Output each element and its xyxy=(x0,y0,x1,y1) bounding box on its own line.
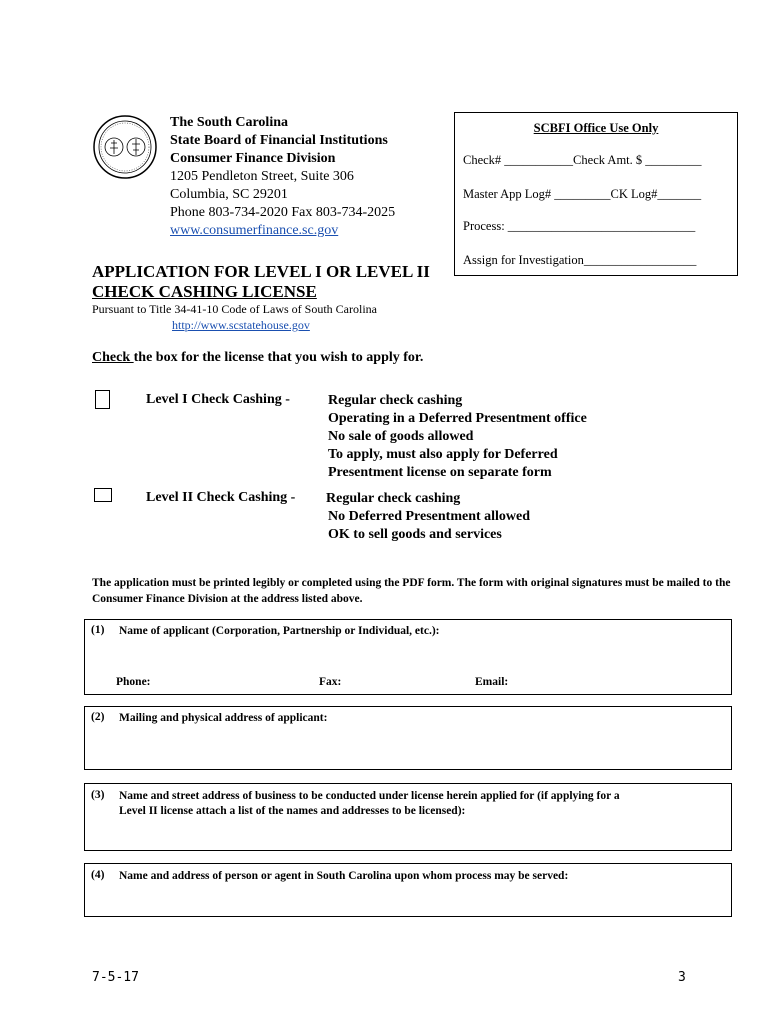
question-2-number: (2) xyxy=(91,711,105,723)
email-label: Email: xyxy=(475,676,509,688)
process-field: Process: ______________________________ xyxy=(463,219,696,233)
agency-header xyxy=(170,114,395,240)
question-4-label: Name and address of person or agent in South Carolina upon whom process may be served: xyxy=(119,870,569,882)
question-4-number: (4) xyxy=(91,869,105,881)
office-use-box xyxy=(454,112,738,276)
level2-desc-line: Regular check cashing xyxy=(326,491,461,506)
level2-label: Level II Check Cashing - xyxy=(146,490,296,505)
level1-desc-line: No sale of goods allowed xyxy=(328,429,474,444)
instruction-check-word: Check xyxy=(92,350,134,365)
fax-label: Fax: xyxy=(319,676,342,688)
instruction-rest: the box for the license that you wish to apply for. xyxy=(133,350,424,365)
check-amount-field: Check# ___________Check Amt. $ _________ xyxy=(463,153,702,167)
header-line-3: Consumer Finance Division xyxy=(170,151,336,166)
title-line-1: APPLICATION FOR LEVEL I OR LEVEL II xyxy=(92,262,430,281)
question-2-box[interactable] xyxy=(84,706,732,770)
level2-checkbox[interactable] xyxy=(94,488,112,502)
page-number: 3 xyxy=(678,970,686,985)
question-3-label-line-2: Level II license attach a list of the names and addresses to be licensed): xyxy=(119,805,466,817)
level1-desc-line: Operating in a Deferred Presentment office xyxy=(328,411,587,426)
question-1-box[interactable] xyxy=(84,619,732,695)
phone-label: Phone: xyxy=(116,676,151,688)
header-line-2: State Board of Financial Institutions xyxy=(170,133,388,148)
title-line-2: CHECK CASHING LICENSE xyxy=(92,282,317,301)
header-phone-fax: Phone 803-734-2020 Fax 803-734-2025 xyxy=(170,205,396,220)
level1-desc-line: Regular check cashing xyxy=(328,393,463,408)
level1-desc-line: To apply, must also apply for Deferred xyxy=(328,447,558,462)
question-3-number: (3) xyxy=(91,789,105,801)
pursuant-text: Pursuant to Title 34-41-10 Code of Laws of South Carolina xyxy=(92,302,377,316)
website-link[interactable]: www.consumerfinance.sc.gov xyxy=(170,223,339,238)
level1-checkbox[interactable] xyxy=(95,390,110,409)
question-3-label-line-1: Name and street address of business to be conducted under license herein applied for (if applying for a xyxy=(119,790,620,802)
level2-description xyxy=(328,490,530,544)
application-title xyxy=(92,262,430,302)
header-address: 1205 Pendleton Street, Suite 306 xyxy=(170,169,354,184)
header-city: Columbia, SC 29201 xyxy=(170,187,288,202)
level1-description xyxy=(328,392,587,482)
master-log-field: Master App Log# _________CK Log#_______ xyxy=(463,187,702,201)
header-line-1: The South Carolina xyxy=(170,115,288,130)
office-use-title: SCBFI Office Use Only xyxy=(533,121,659,135)
footer-date: 7-5-17 xyxy=(92,970,139,985)
level2-desc-line: No Deferred Presentment allowed xyxy=(328,509,531,524)
submission-note: The application must be printed legibly or completed using the PDF form. The form with original signatures must be mailed to the Consumer Finance Division at the address listed above. xyxy=(92,577,731,605)
instruction-text xyxy=(92,350,423,366)
level2-desc-line: OK to sell goods and services xyxy=(328,527,502,542)
level1-desc-line: Presentment license on separate form xyxy=(328,465,552,480)
question-2-label: Mailing and physical address of applicant: xyxy=(119,712,328,724)
level1-label: Level I Check Cashing - xyxy=(146,392,290,407)
question-3-box[interactable] xyxy=(84,783,732,851)
assign-field: Assign for Investigation__________________ xyxy=(463,253,697,267)
state-seal-image xyxy=(92,114,158,180)
question-4-box[interactable] xyxy=(84,863,732,917)
question-1-label: Name of applicant (Corporation, Partnership or Individual, etc.): xyxy=(119,625,440,637)
statehouse-link[interactable]: http://www.scstatehouse.gov xyxy=(172,318,310,332)
question-1-number: (1) xyxy=(91,624,105,636)
